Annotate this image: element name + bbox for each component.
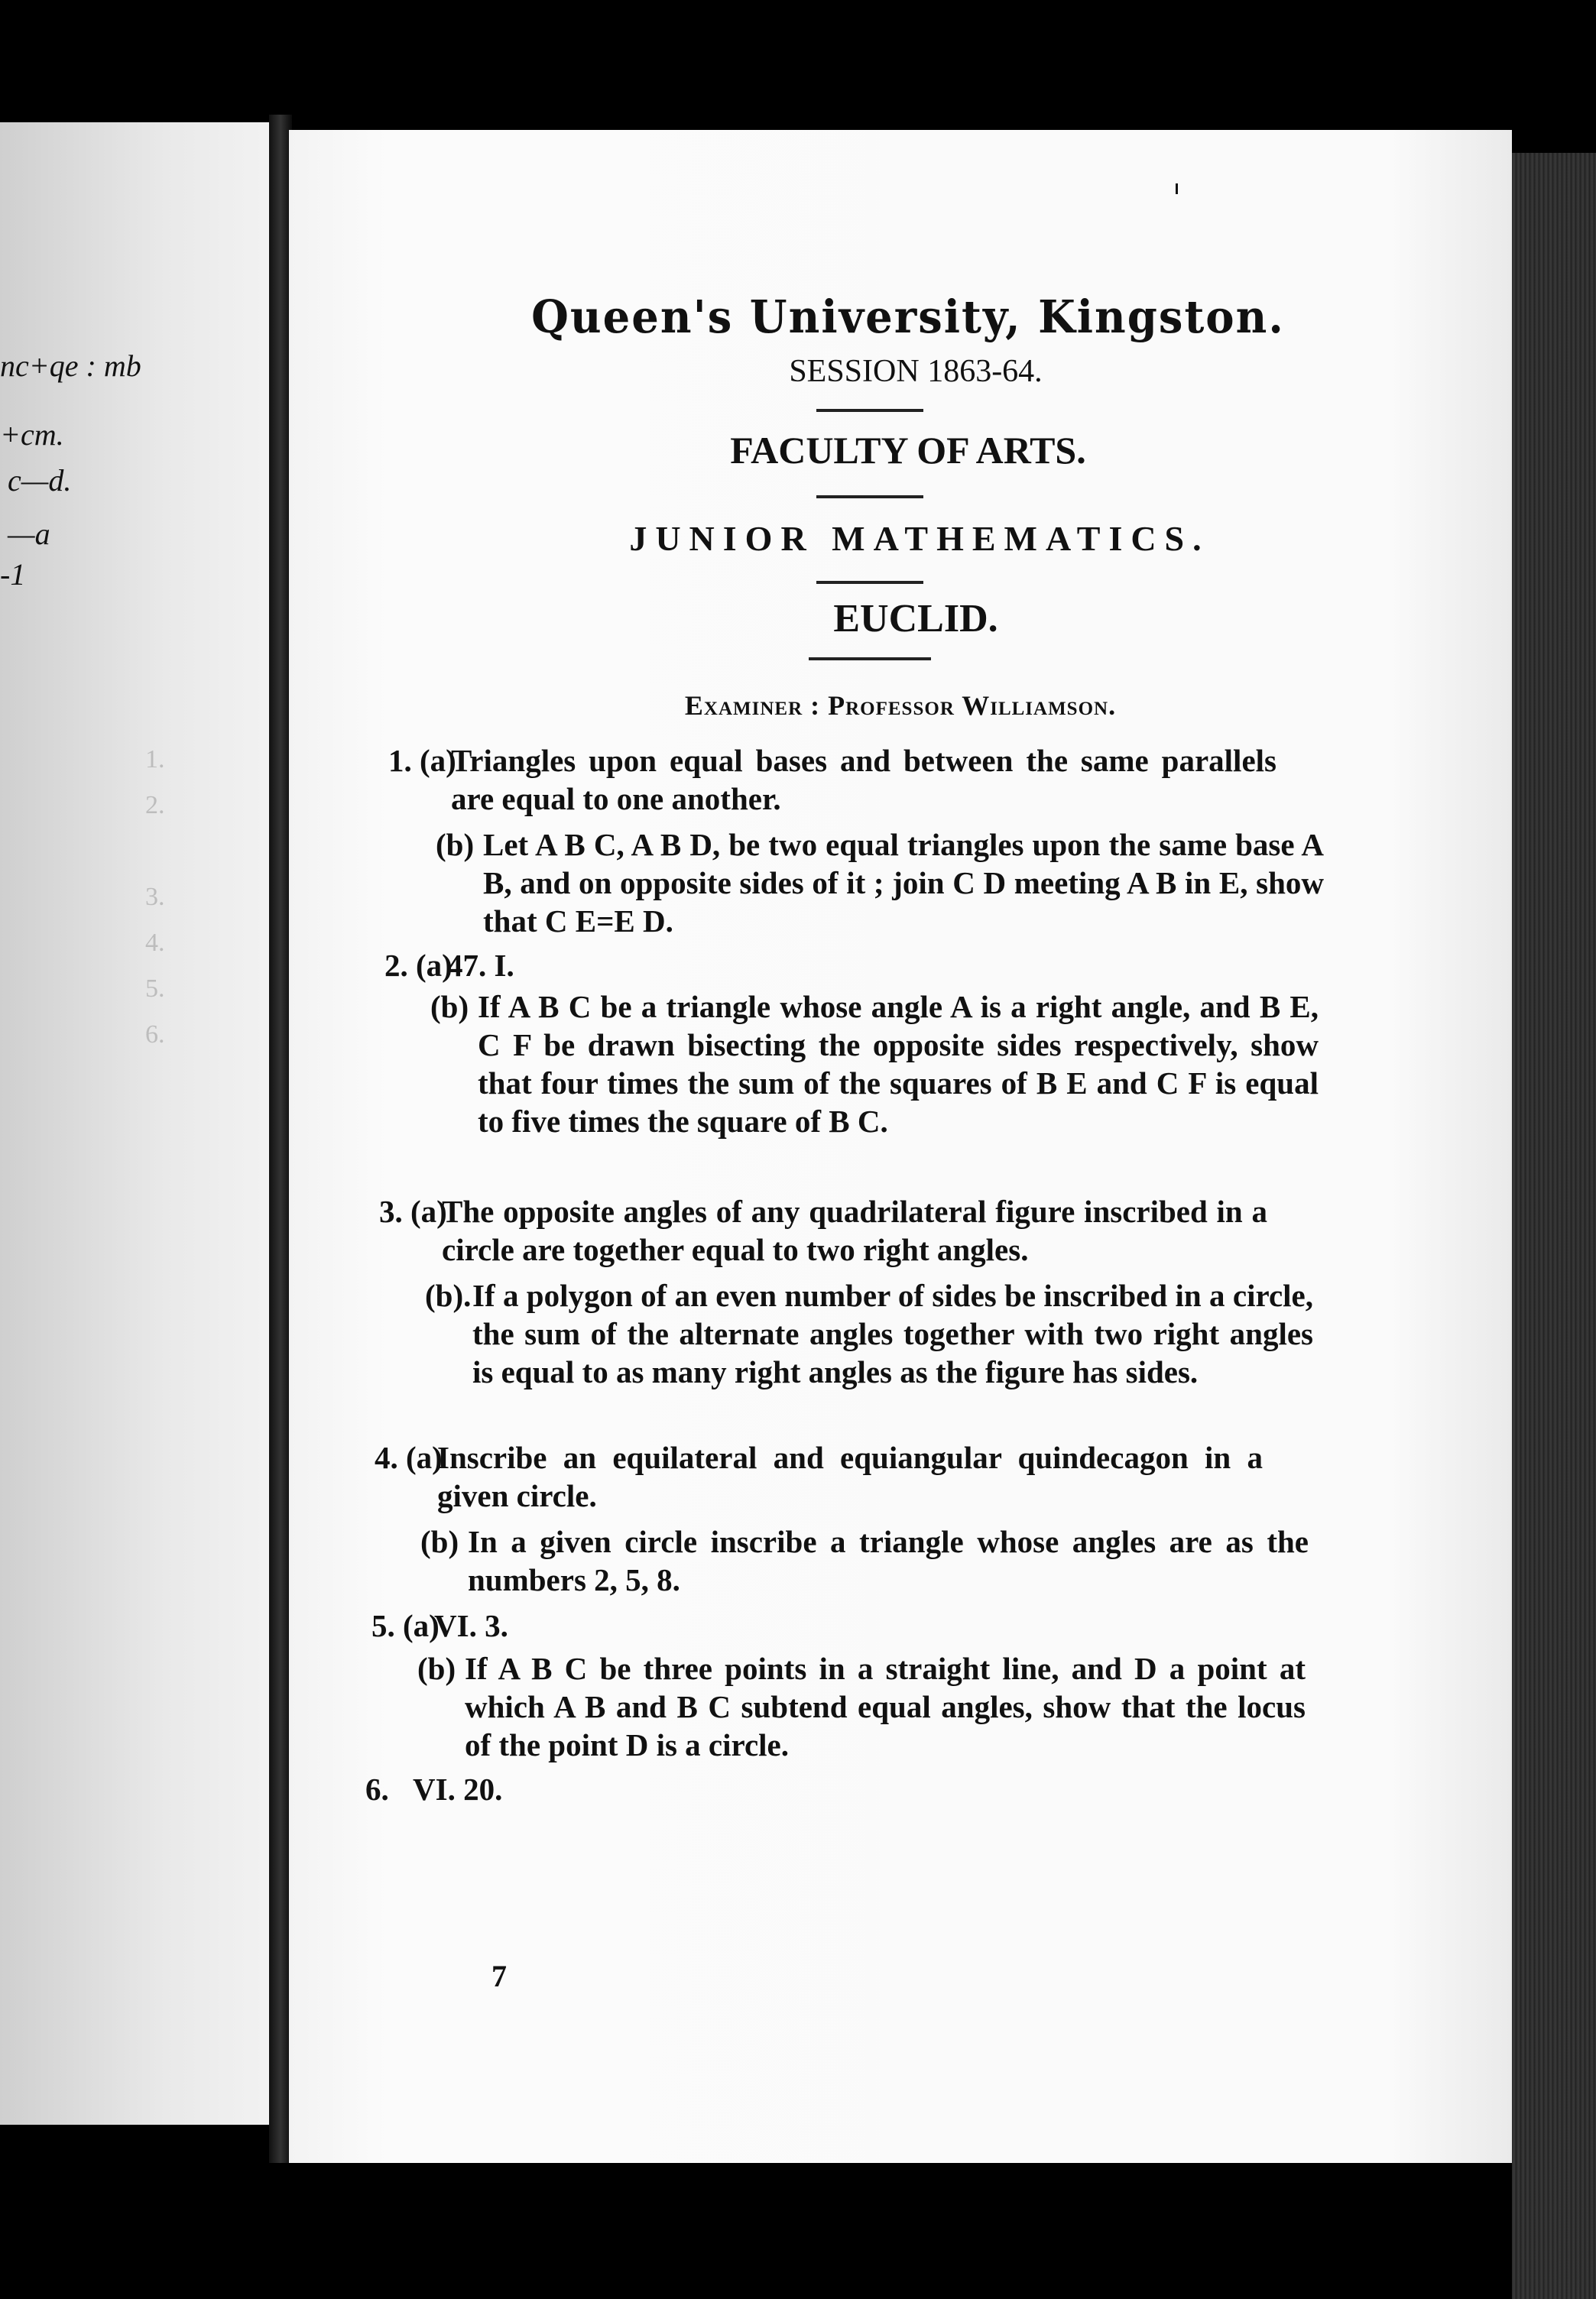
question-4b xyxy=(420,1522,1414,1599)
question-2b xyxy=(430,987,1424,1179)
subject-title: JUNIOR MATHEMATICS. xyxy=(629,519,1210,558)
facing-page-left xyxy=(0,122,275,2125)
question-number: 3. (a) xyxy=(379,1194,447,1229)
page-mark xyxy=(1176,183,1178,194)
left-bleed-number-2: 2. xyxy=(145,791,165,819)
question-text: If a polygon of an even number of sides be inscribed in a circle, the sum of the alternate angles together with two right angles is equal to as many right angles as the figure has sides. xyxy=(472,1278,1313,1389)
book-cover-edge xyxy=(1512,153,1596,2299)
left-fragment-2: +cm. xyxy=(0,417,64,452)
question-number: (b) xyxy=(430,989,469,1024)
left-fragment-1: nc+qe : mb xyxy=(0,349,141,383)
question-3b xyxy=(425,1276,1419,1429)
university-title: Queen's University, Kingston. xyxy=(531,290,1285,344)
question-number: 5. (a) xyxy=(371,1608,440,1643)
question-text: 47. I. xyxy=(447,948,514,983)
question-number: (b) xyxy=(436,827,475,862)
session-line: SESSION 1863-64. xyxy=(789,354,1043,389)
question-text: In a given circle inscribe a triangle whose angles are as the numbers 2, 5, 8. xyxy=(468,1524,1309,1597)
examiner-line: Examiner : Professor Williamson. xyxy=(684,690,1117,721)
left-bleed-number-4: 4. xyxy=(145,929,165,957)
question-text: The opposite angles of any quadrilateral figure inscribed in a circle are together equal to two right angles. xyxy=(442,1194,1267,1267)
question-text: VI. 20. xyxy=(413,1772,503,1807)
left-fragment-4: —a xyxy=(8,517,50,551)
rule-3 xyxy=(816,581,923,584)
topic-title: EUCLID. xyxy=(833,597,998,640)
question-number: 1. (a) xyxy=(388,743,456,778)
question-5b xyxy=(417,1649,1411,1764)
question-number: (b). xyxy=(425,1278,472,1313)
question-text: If A B C be a triangle whose angle A is a right angle, and B E, C F be drawn bisecting the opposite sides respectively, show that four times the sum of the squares of B E and C F is equal to five times the square of B C. xyxy=(478,989,1319,1139)
question-number: 2. (a) xyxy=(384,948,453,983)
question-4a xyxy=(375,1438,1368,1515)
question-1a xyxy=(388,741,1382,818)
question-text: If A B C be three points in a straight line, and D a point at which A B and B C subtend equal angles, show that the locus of the point D is a circle. xyxy=(465,1651,1306,1762)
exam-page xyxy=(289,130,1512,2163)
question-1b xyxy=(436,825,1429,940)
question-text: Inscribe an equilateral and equiangular quindecagon in a given circle. xyxy=(437,1440,1263,1513)
question-3a xyxy=(379,1192,1373,1269)
faculty-title: FACULTY OF ARTS. xyxy=(730,429,1086,472)
question-number: 4. (a) xyxy=(375,1440,443,1475)
question-5a xyxy=(371,1607,1365,1645)
question-6 xyxy=(365,1770,1359,1808)
rule-2 xyxy=(816,495,923,498)
left-bleed-number-5: 5. xyxy=(145,974,165,1003)
left-fragment-5: -1 xyxy=(0,557,26,592)
left-bleed-number-3: 3. xyxy=(145,883,165,911)
rule-1 xyxy=(816,409,923,412)
question-number: (b) xyxy=(420,1524,459,1559)
rule-4 xyxy=(809,657,931,660)
question-number: (b) xyxy=(417,1651,456,1686)
left-fragment-3: c—d. xyxy=(8,463,72,498)
question-number: 6. xyxy=(365,1772,389,1807)
question-text: Triangles upon equal bases and between the same parallels are equal to one another. xyxy=(451,743,1276,816)
question-text: VI. 3. xyxy=(434,1608,508,1643)
left-bleed-number-1: 1. xyxy=(145,745,165,773)
question-2a xyxy=(384,946,1378,984)
question-text: Let A B C, A B D, be two equal triangles upon the same base A B, and on opposite sides of it ; join C D meeting A B in E, show that C E=E D. xyxy=(483,827,1324,939)
page-number: 7 xyxy=(491,1959,507,1993)
left-bleed-number-6: 6. xyxy=(145,1020,165,1049)
